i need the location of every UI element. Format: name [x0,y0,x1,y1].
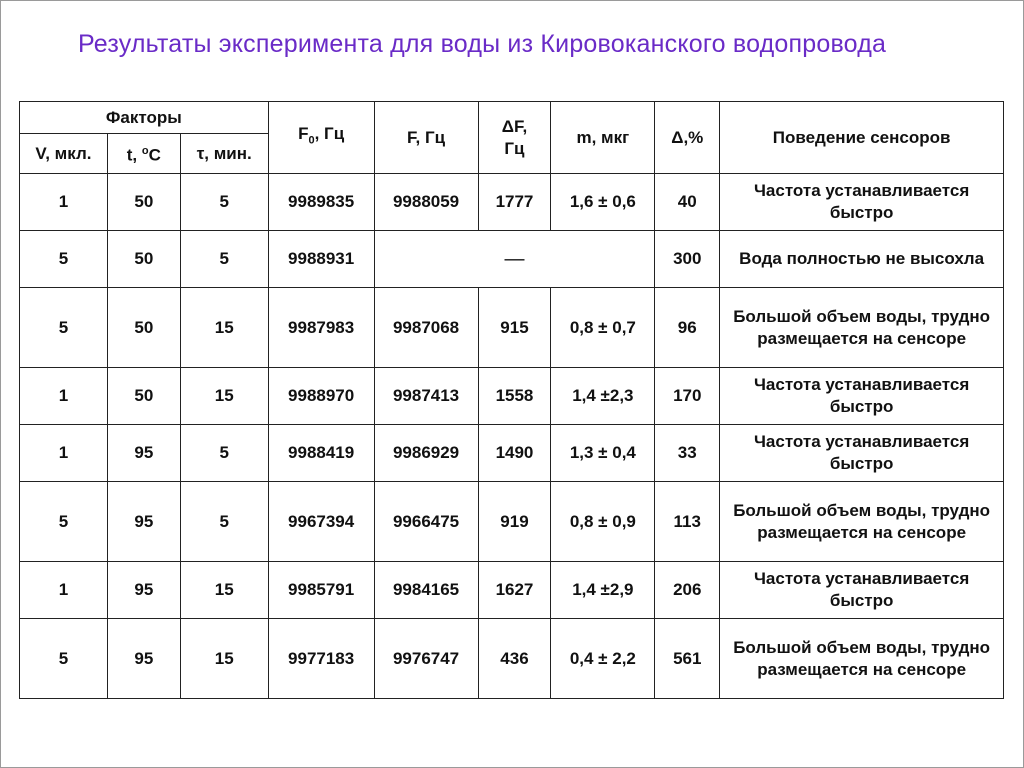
cell-delta-percent: 33 [655,425,720,482]
header-delta-f: ΔF, Гц [478,102,551,174]
cell-f: 9986929 [374,425,478,482]
cell-f0: 9989835 [268,174,374,231]
table-row [20,174,1004,231]
cell-volume: 5 [20,288,108,368]
header-row-1 [20,102,1004,134]
cell-delta-f: 1490 [478,425,551,482]
cell-delta-f: 1558 [478,368,551,425]
cell-volume: 1 [20,425,108,482]
cell-f0: 9987983 [268,288,374,368]
cell-behavior: Частота устанавливается быстро [720,174,1004,231]
cell-volume: 1 [20,174,108,231]
cell-f0: 9988931 [268,231,374,288]
cell-f: 9966475 [374,482,478,562]
cell-delta-percent: 113 [655,482,720,562]
table-row [20,482,1004,562]
cell-volume: 5 [20,231,108,288]
cell-time: 15 [180,288,268,368]
header-volume: V, мкл. [20,134,108,174]
table-row [20,231,1004,288]
cell-mass: 1,6 ± 0,6 [551,174,655,231]
cell-f: 9984165 [374,562,478,619]
cell-f0: 9985791 [268,562,374,619]
cell-delta-f: 436 [478,619,551,699]
cell-mass: 0,4 ± 2,2 [551,619,655,699]
cell-delta-percent: 96 [655,288,720,368]
header-temperature: t, $^o$C [107,134,180,174]
cell-time: 5 [180,425,268,482]
header-f: F, Гц [374,102,478,174]
table-row [20,562,1004,619]
cell-delta-f: 915 [478,288,551,368]
cell-behavior: Частота устанавливается быстро [720,425,1004,482]
cell-behavior: Большой объем воды, трудно размещается на сенсоре [720,482,1004,562]
cell-behavior: Частота устанавливается быстро [720,562,1004,619]
header-behavior: Поведение сенсоров [720,102,1004,174]
cell-mass: 0,8 ± 0,7 [551,288,655,368]
cell-temperature: 50 [107,231,180,288]
cell-f: 9988059 [374,174,478,231]
cell-time: 5 [180,174,268,231]
header-f0: $F_0$, Гц [268,102,374,174]
cell-mass: 1,3 ± 0,4 [551,425,655,482]
header-mass: m, мкг [551,102,655,174]
cell-mass: 0,8 ± 0,9 [551,482,655,562]
cell-temperature: 95 [107,619,180,699]
cell-f0: 9988970 [268,368,374,425]
cell-volume: 1 [20,368,108,425]
cell-f0: 9988419 [268,425,374,482]
cell-mass: 1,4 ±2,9 [551,562,655,619]
cell-delta-percent: 170 [655,368,720,425]
cell-temperature: 50 [107,174,180,231]
cell-f: 9987413 [374,368,478,425]
cell-f0: 9977183 [268,619,374,699]
cell-mass: 1,4 ±2,3 [551,368,655,425]
cell-temperature: 95 [107,482,180,562]
cell-volume: 5 [20,482,108,562]
cell-delta-f: 1777 [478,174,551,231]
cell-delta-percent: 561 [655,619,720,699]
cell-time: 15 [180,368,268,425]
cell-behavior: Большой объем воды, трудно размещается на сенсоре [720,619,1004,699]
cell-temperature: 50 [107,368,180,425]
slide-title: Результаты эксперимента для воды из Кировоканского водопровода [78,30,887,58]
table-row [20,425,1004,482]
table-row [20,619,1004,699]
header-factors: Факторы [20,102,269,134]
header-time: τ, мин. [180,134,268,174]
cell-volume: 5 [20,619,108,699]
cell-volume: 1 [20,562,108,619]
cell-delta-f: 1627 [478,562,551,619]
cell-delta-percent: 300 [655,231,720,288]
table-row [20,368,1004,425]
cell-time: 5 [180,231,268,288]
cell-temperature: 50 [107,288,180,368]
cell-no-data: — [374,231,655,288]
cell-behavior: Частота устанавливается быстро [720,368,1004,425]
cell-f: 9987068 [374,288,478,368]
cell-time: 5 [180,482,268,562]
cell-f: 9976747 [374,619,478,699]
cell-f0: 9967394 [268,482,374,562]
cell-temperature: 95 [107,425,180,482]
cell-delta-f: 919 [478,482,551,562]
cell-delta-percent: 206 [655,562,720,619]
results-table [19,101,1004,699]
header-delta-percent: Δ,% [655,102,720,174]
cell-behavior: Вода полностью не высохла [720,231,1004,288]
cell-delta-percent: 40 [655,174,720,231]
cell-time: 15 [180,562,268,619]
cell-time: 15 [180,619,268,699]
cell-behavior: Большой объем воды, трудно размещается на сенсоре [720,288,1004,368]
table-row [20,288,1004,368]
cell-temperature: 95 [107,562,180,619]
